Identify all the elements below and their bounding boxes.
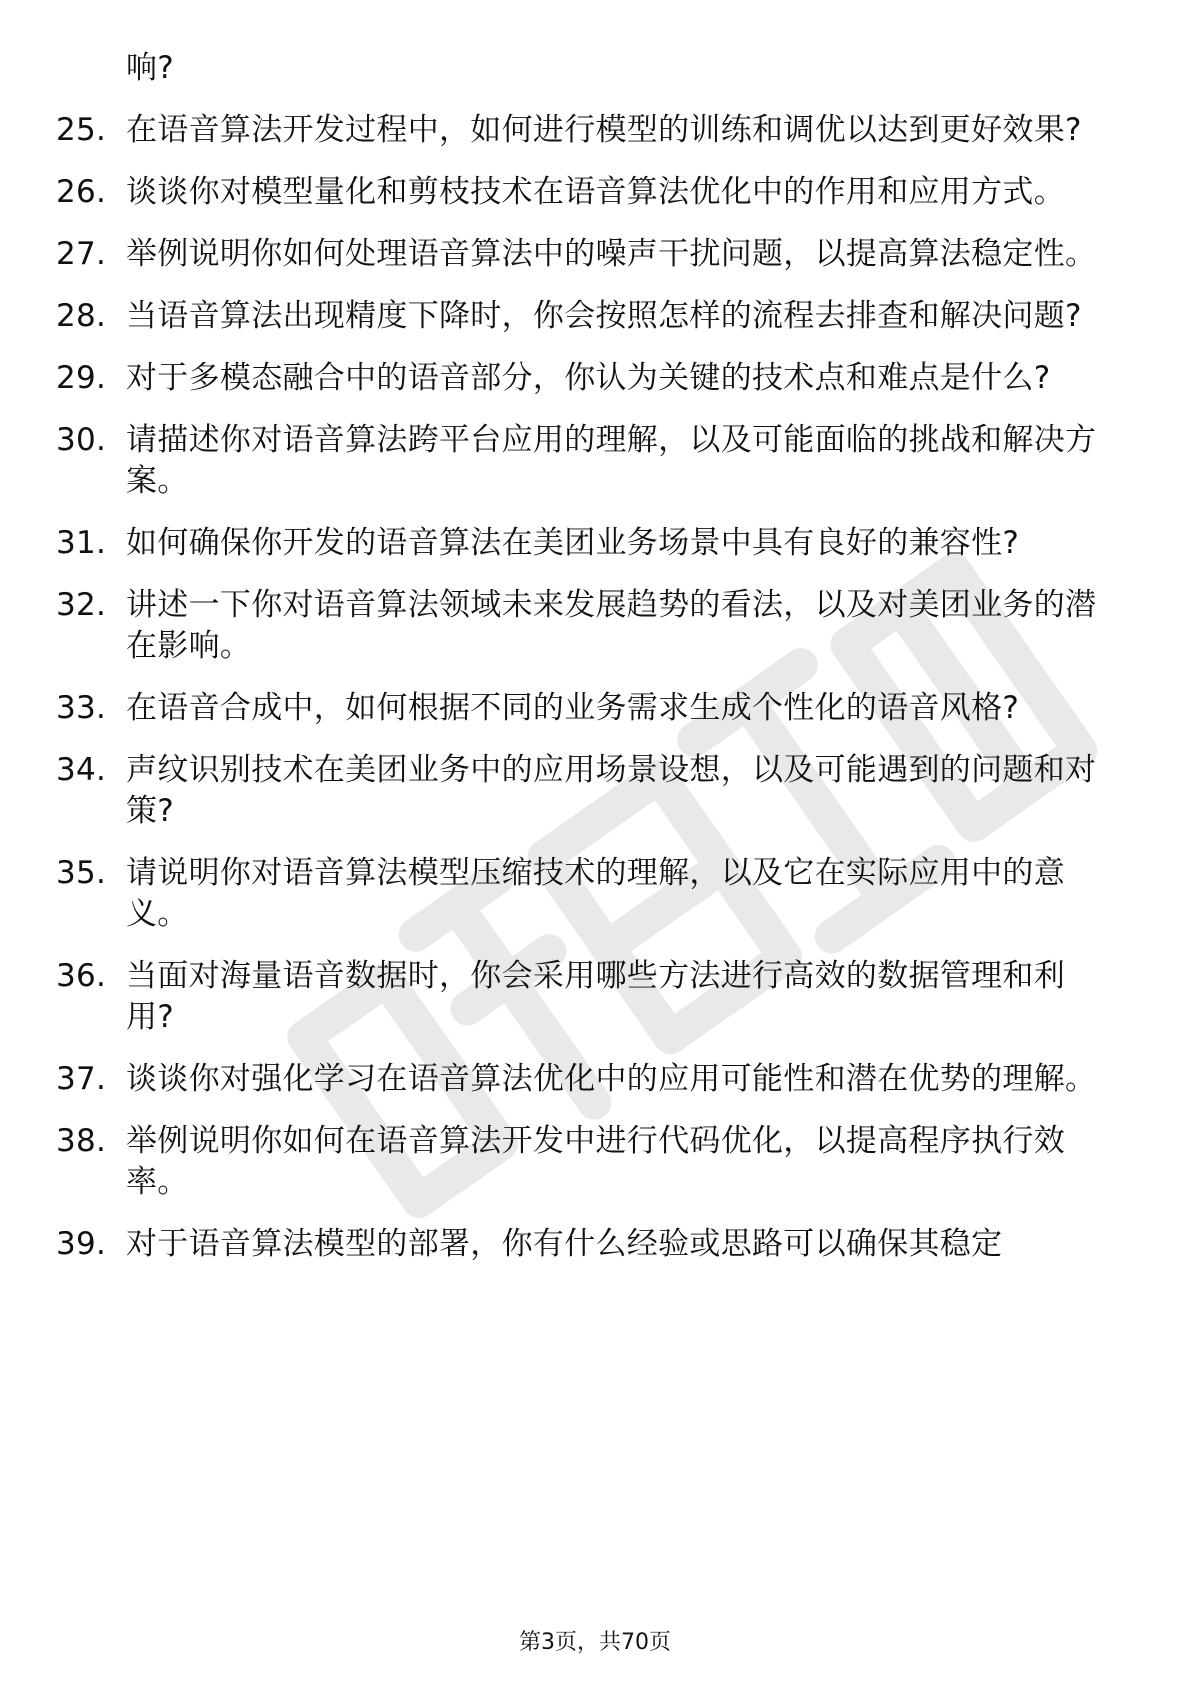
- question-item-30: [56, 420, 1106, 502]
- question-text: 当面对海量语音数据时，你会采用哪些方法进行高效的数据管理和利用?: [126, 958, 1065, 1035]
- question-number: 33.: [56, 690, 107, 726]
- question-text: 谈谈你对强化学习在语音算法优化中的应用可能性和潜在优势的理解。: [126, 1061, 1097, 1097]
- question-text: 对于语音算法模型的部署，你有什么经验或思路可以确保其稳定: [126, 1226, 1003, 1262]
- question-text: 对于多模态融合中的语音部分，你认为关键的技术点和难点是什么?: [126, 360, 1051, 396]
- question-item-39: [56, 1224, 1106, 1265]
- question-list: [56, 48, 1106, 1286]
- question-item-27: [56, 234, 1106, 275]
- question-item-26: [56, 172, 1106, 213]
- question-number: 32.: [56, 587, 107, 623]
- question-number: 31.: [56, 525, 107, 561]
- question-text: 举例说明你如何在语音算法开发中进行代码优化，以提高程序执行效率。: [126, 1123, 1065, 1200]
- question-item-31: [56, 523, 1106, 564]
- question-number: 25.: [56, 112, 107, 148]
- question-continuation: [56, 48, 1106, 89]
- page-number: 第3页，共70页: [519, 1630, 671, 1655]
- question-item-36: [56, 956, 1106, 1038]
- question-number: 26.: [56, 174, 107, 210]
- question-number: 38.: [56, 1123, 107, 1159]
- question-item-35: [56, 853, 1106, 935]
- question-number: 34.: [56, 752, 107, 788]
- question-item-38: [56, 1121, 1106, 1203]
- question-text: 讲述一下你对语音算法领域未来发展趋势的看法，以及对美团业务的潜在影响。: [126, 587, 1097, 664]
- question-text: 响?: [126, 50, 175, 86]
- question-item-29: [56, 358, 1106, 399]
- page-footer: [0, 1628, 1190, 1658]
- question-number: 35.: [56, 855, 107, 891]
- question-item-33: [56, 688, 1106, 729]
- question-number: 28.: [56, 298, 107, 334]
- question-number: 37.: [56, 1061, 107, 1097]
- question-text: 在语音算法开发过程中，如何进行模型的训练和调优以达到更好效果?: [126, 112, 1082, 148]
- question-number: 30.: [56, 422, 107, 458]
- question-text: 在语音合成中，如何根据不同的业务需求生成个性化的语音风格?: [126, 690, 1020, 726]
- question-text: 当语音算法出现精度下降时，你会按照怎样的流程去排查和解决问题?: [126, 298, 1082, 334]
- question-number: 29.: [56, 360, 107, 396]
- question-item-28: [56, 296, 1106, 337]
- question-text: 谈谈你对模型量化和剪枝技术在语音算法优化中的作用和应用方式。: [126, 174, 1065, 210]
- question-item-34: [56, 750, 1106, 832]
- question-number: 39.: [56, 1226, 107, 1262]
- question-text: 请说明你对语音算法模型压缩技术的理解，以及它在实际应用中的意义。: [126, 855, 1065, 932]
- question-item-32: [56, 585, 1106, 667]
- question-text: 请描述你对语音算法跨平台应用的理解，以及可能面临的挑战和解决方案。: [126, 422, 1097, 499]
- question-text: 如何确保你开发的语音算法在美团业务场景中具有良好的兼容性?: [126, 525, 1020, 561]
- question-item-37: [56, 1059, 1106, 1100]
- question-text: 声纹识别技术在美团业务中的应用场景设想，以及可能遇到的问题和对策?: [126, 752, 1097, 829]
- question-number: 36.: [56, 958, 107, 994]
- question-number: 27.: [56, 236, 107, 272]
- question-item-25: [56, 110, 1106, 151]
- question-text: 举例说明你如何处理语音算法中的噪声干扰问题，以提高算法稳定性。: [126, 236, 1097, 272]
